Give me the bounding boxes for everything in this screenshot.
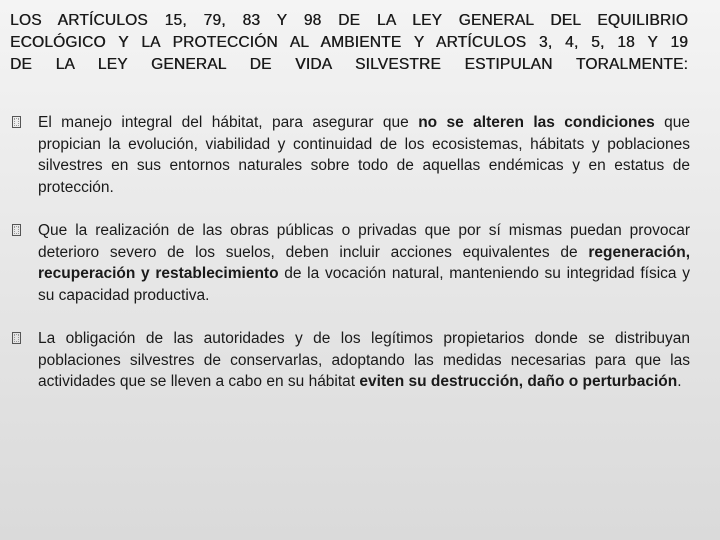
bullet-text-bold: eviten su destrucción, daño o perturbación [359, 373, 678, 390]
missing-glyph-icon [12, 224, 21, 236]
bullet-text-bold: no se alteren las condiciones [418, 114, 655, 131]
bullet-text [38, 222, 690, 304]
bullet-text-plain: Que la realización de las obras públicas o privadas que por sí mismas puedan provocar deterioro severo de los suelos, deben incluir acciones equivalentes de [38, 222, 690, 261]
bullet-text-plain: El manejo integral del hábitat, para asegurar que [38, 114, 419, 131]
bullet-item-2 [10, 220, 690, 306]
bullet-list [10, 112, 690, 415]
bullet-item-1 [10, 112, 690, 198]
bullet-item-3 [10, 328, 690, 393]
slide-title [10, 10, 688, 76]
bullet-text [38, 330, 690, 390]
missing-glyph-icon [12, 332, 21, 344]
title-line-2: ECOLÓGICO Y LA PROTECCIÓN AL AMBIENTE Y ARTÍCULOS 3, 4, 5, 18 Y 19 [10, 34, 688, 51]
bullet-text [38, 114, 690, 196]
title-line-3: DE LA LEY GENERAL DE VIDA SILVESTRE ESTIPULAN TORALMENTE: [10, 56, 688, 73]
bullet-text-plain: La obligación de las autoridades y de los legítimos propietarios donde se distribuyan poblaciones silvestres de conservarlas, adoptando las medidas necesarias para que las actividades que se lleven a cabo en su hábitat [38, 330, 690, 390]
bullet-text-plain: . [677, 373, 682, 390]
bullet-text-bold: regeneración, recuperación y restablecimiento [38, 243, 690, 282]
bullet-text-plain: de la vocación natural, manteniendo su integridad física y su capacidad productiva. [38, 265, 690, 304]
title-line-1: LOS ARTÍCULOS 15, 79, 83 Y 98 DE LA LEY GENERAL DEL EQUILIBRIO [10, 12, 688, 29]
bullet-text-plain: que propician la evolución, viabilidad y continuidad de los ecosistemas, hábitats y poblaciones silvestres en sus entornos naturales sobre todo de aquellas endémicas y en estatus de protección. [38, 114, 691, 196]
missing-glyph-icon [12, 116, 21, 128]
